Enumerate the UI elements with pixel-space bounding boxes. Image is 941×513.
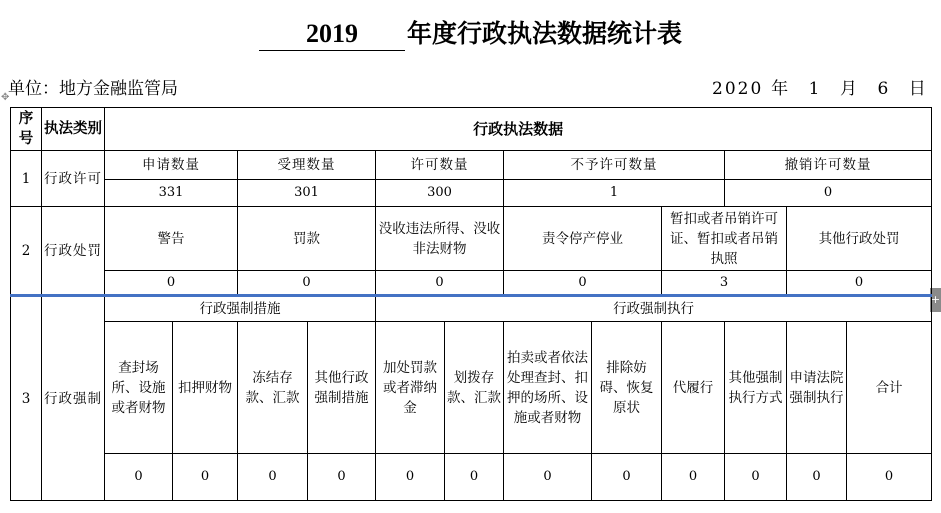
row3-val-other-execution: 0: [725, 454, 787, 501]
row3-val-seize: 0: [173, 454, 238, 501]
unit-label: 单位：地方金融监管局: [8, 79, 178, 99]
table-move-handle-icon[interactable]: ✥: [1, 92, 10, 103]
row2-header: [11, 207, 932, 271]
row3-col-other-execution: 其他强制执行方式: [725, 322, 787, 454]
header-row: [11, 108, 932, 151]
row2-val-warning: 0: [105, 271, 238, 296]
row1-col-revoke: 撤销许可数量: [725, 151, 932, 180]
row3-val-remove: 0: [592, 454, 662, 501]
row1-category: 行政许可: [42, 151, 105, 207]
row3-group-execution: 行政强制执行: [376, 296, 932, 322]
header-seq: 序号: [11, 108, 42, 151]
row3-val-total: 0: [847, 454, 932, 501]
page-title: [0, 14, 941, 51]
row1-header: [11, 151, 932, 180]
header-section: 行政执法数据: [105, 108, 932, 151]
header-category: 执法类别: [42, 108, 105, 151]
row3-val-auction: 0: [504, 454, 592, 501]
row2-val-other: 0: [787, 271, 932, 296]
row2-col-license: 暂扣或者吊销许可证、暂扣或者吊销执照: [662, 207, 787, 271]
row3-col-seal: 查封场所、设施或者财物: [105, 322, 173, 454]
row1-val-accept: 301: [238, 180, 376, 207]
row1-col-permit: 许可数量: [376, 151, 504, 180]
row3-category: 行政强制: [42, 296, 105, 501]
title-suffix: 年度行政执法数据统计表: [406, 19, 682, 48]
row1-col-deny: 不予许可数量: [504, 151, 725, 180]
row2-col-suspend: 责令停产停业: [504, 207, 662, 271]
row3-col-transfer: 划拨存款、汇款: [445, 322, 504, 454]
row3-values: [11, 454, 932, 501]
row3-group-header: [11, 296, 932, 322]
row1-val-deny: 1: [504, 180, 725, 207]
row3-val-penalty: 0: [376, 454, 445, 501]
row3-val-freeze: 0: [238, 454, 308, 501]
row3-col-remove: 排除妨碍、恢复原状: [592, 322, 662, 454]
row1-val-permit: 300: [376, 180, 504, 207]
row3-col-other-measures: 其他行政强制措施: [308, 322, 376, 454]
report-date: [712, 74, 928, 99]
row2-val-license: 3: [662, 271, 787, 296]
row3-col-substitute: 代履行: [662, 322, 725, 454]
row2-category: 行政处罚: [42, 207, 105, 296]
row3-val-substitute: 0: [662, 454, 725, 501]
row3-val-court: 0: [787, 454, 847, 501]
row3-header: [11, 322, 932, 454]
row3-col-total: 合计: [847, 322, 932, 454]
row3-col-seize: 扣押财物: [173, 322, 238, 454]
date-year: 2020: [712, 79, 764, 99]
table-resize-handle-icon[interactable]: +: [930, 288, 941, 312]
date-day: 6: [877, 79, 891, 99]
row3-col-auction: 拍卖或者依法处理查封、扣押的场所、设施或者财物: [504, 322, 592, 454]
row3-col-penalty: 加处罚款或者滞纳金: [376, 322, 445, 454]
row1-col-apply: 申请数量: [105, 151, 238, 180]
row3-seq: 3: [11, 296, 42, 501]
row3-val-other-measures: 0: [308, 454, 376, 501]
row2-val-confiscate: 0: [376, 271, 504, 296]
date-year-label: 年: [771, 79, 791, 99]
date-month-label: 月: [839, 79, 859, 99]
title-year: 2019: [259, 18, 405, 51]
row3-group-measures: 行政强制措施: [105, 296, 376, 322]
row2-col-warning: 警告: [105, 207, 238, 271]
row3-col-court: 申请法院强制执行: [787, 322, 847, 454]
row2-seq: 2: [11, 207, 42, 296]
row2-col-other: 其他行政处罚: [787, 207, 932, 271]
row2-val-suspend: 0: [504, 271, 662, 296]
enforcement-table: [10, 107, 932, 501]
row3-val-seal: 0: [105, 454, 173, 501]
row3-col-freeze: 冻结存款、汇款: [238, 322, 308, 454]
row2-col-confiscate: 没收违法所得、没收非法财物: [376, 207, 504, 271]
row2-val-fine: 0: [238, 271, 376, 296]
date-day-label: 日: [908, 79, 928, 99]
row1-seq: 1: [11, 151, 42, 207]
row3-val-transfer: 0: [445, 454, 504, 501]
row1-values: [11, 180, 932, 207]
row2-values: [11, 271, 932, 296]
row1-val-revoke: 0: [725, 180, 932, 207]
date-month: 1: [808, 79, 822, 99]
row2-col-fine: 罚款: [238, 207, 376, 271]
row1-col-accept: 受理数量: [238, 151, 376, 180]
row1-val-apply: 331: [105, 180, 238, 207]
